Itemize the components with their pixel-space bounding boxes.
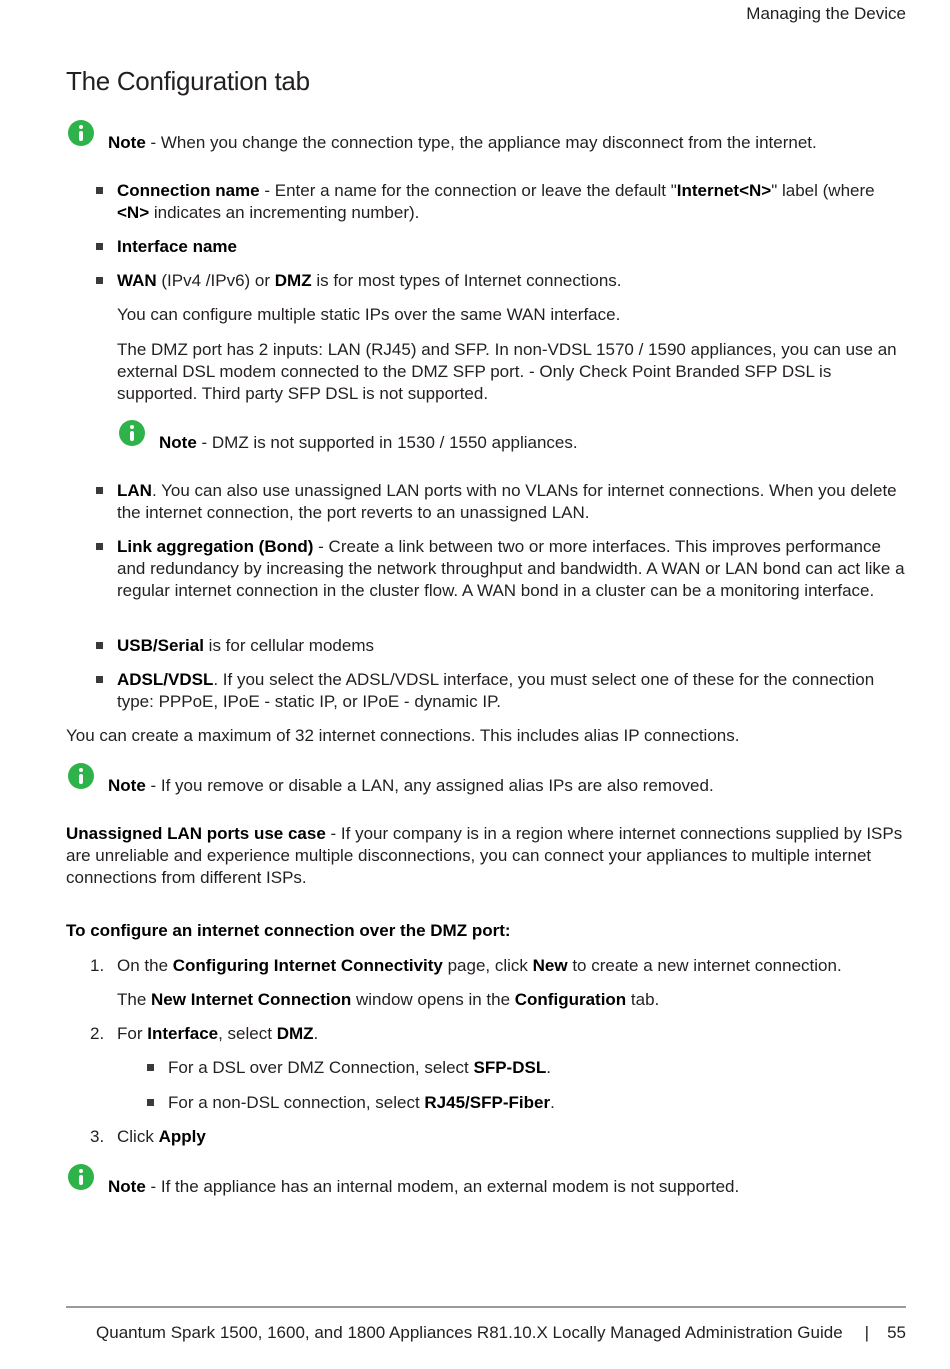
info-icon (119, 420, 145, 446)
note-internal-modem (68, 1164, 739, 1198)
page-number: 55 (887, 1323, 906, 1342)
step-number: 3. (90, 1127, 105, 1146)
note-text: Note - If the appliance has an internal modem, an external modem is not supported. (108, 1177, 740, 1196)
bullet-wan: WAN (IPv4 /IPv6) or DMZ is for most types of Internet connections. (96, 270, 906, 292)
info-icon (68, 120, 94, 146)
bullet-link-aggregation: Link aggregation (Bond) - Create a link between two or more interfaces. This improves performance and redundancy by increasing the network throughput and bandwidth. A WAN or LAN bond can act like a regular internet connection in the cluster flow. A WAN bond in a cluster can be a monitoring interface. (96, 536, 906, 602)
bullet-icon (96, 277, 103, 284)
bullet-icon (96, 487, 103, 494)
dmz-port-paragraph: The DMZ port has 2 inputs: LAN (RJ45) and SFP. In non-VDSL 1570 / 1590 appliances, you can use an external DSL modem connected to the DMZ SFP port. - Only Check Point Branded SFP DSL is supported. Third party SFP DSL is not supported. (117, 340, 897, 403)
procedure-heading: To configure an internet connection over the DMZ port: (66, 921, 511, 940)
wan-static-ips-paragraph: You can configure multiple static IPs over the same WAN interface. (117, 305, 621, 324)
use-case-paragraph: Unassigned LAN ports use case - If your company is in a region where internet connections supplied by ISPs are unreliable and experience multiple disconnections, you can connect your appliances to multiple internet connections from different ISPs. (66, 824, 903, 887)
bullet-icon (96, 243, 103, 250)
guide-title: Quantum Spark 1500, 1600, and 1800 Appliances R81.10.X Locally Managed Administration Guide (96, 1323, 843, 1342)
bullet-icon (147, 1099, 154, 1106)
page-title: The Configuration tab (66, 66, 310, 96)
step-1-result: The New Internet Connection window opens in the Configuration tab. (117, 990, 660, 1009)
note-text: Note - DMZ is not supported in 1530 / 1550 appliances. (159, 433, 578, 452)
bullet-connection-name: Connection name - Enter a name for the connection or leave the default "Internet<N>" label (where <N> indicates an incrementing number). (96, 180, 906, 224)
note-remove-lan (68, 763, 714, 797)
procedure-step-1: 1. On the Configuring Internet Connectivity page, click New to create a new internet connection. (90, 956, 842, 975)
page-footer (96, 1322, 906, 1344)
note-text: Note - If you remove or disable a LAN, any assigned alias IPs are also removed. (108, 776, 714, 795)
bullet-lan: LAN. You can also use unassigned LAN ports with no VLANs for internet connections. When you delete the internet connection, the port reverts to an unassigned LAN. (96, 480, 906, 524)
note-dmz-support (119, 420, 578, 454)
bullet-adsl-vdsl: ADSL/VDSL. If you select the ADSL/VDSL interface, you must select one of these for the connection type: PPPoE, IPoE - static IP, or IPoE - dynamic IP. (96, 669, 906, 713)
running-header: Managing the Device (746, 4, 906, 23)
bullet-icon (96, 187, 103, 194)
bullet-usb-serial: USB/Serial is for cellular modems (96, 635, 906, 657)
note-connection-type (68, 120, 817, 154)
bullet-icon (147, 1064, 154, 1071)
note-text: Note - When you change the connection type, the appliance may disconnect from the internet. (108, 133, 817, 152)
step-number: 1. (90, 956, 105, 975)
bullet-icon (96, 676, 103, 683)
sub-bullet-sfp-dsl: For a DSL over DMZ Connection, select SFP-DSL. (147, 1057, 551, 1079)
procedure-step-2: 2. For Interface, select DMZ. (90, 1024, 319, 1043)
max-connections-paragraph: You can create a maximum of 32 internet connections. This includes alias IP connections. (66, 726, 740, 745)
footer-separator: | (864, 1323, 870, 1342)
step-number: 2. (90, 1024, 105, 1043)
info-icon (68, 763, 94, 789)
footer-rule (66, 1306, 906, 1308)
info-icon (68, 1164, 94, 1190)
bullet-icon (96, 642, 103, 649)
bullet-icon (96, 543, 103, 550)
sub-bullet-rj45-sfp-fiber: For a non-DSL connection, select RJ45/SFP-Fiber. (147, 1092, 555, 1114)
bullet-interface-name: Interface name (96, 236, 906, 258)
procedure-step-3: 3. Click Apply (90, 1127, 206, 1146)
